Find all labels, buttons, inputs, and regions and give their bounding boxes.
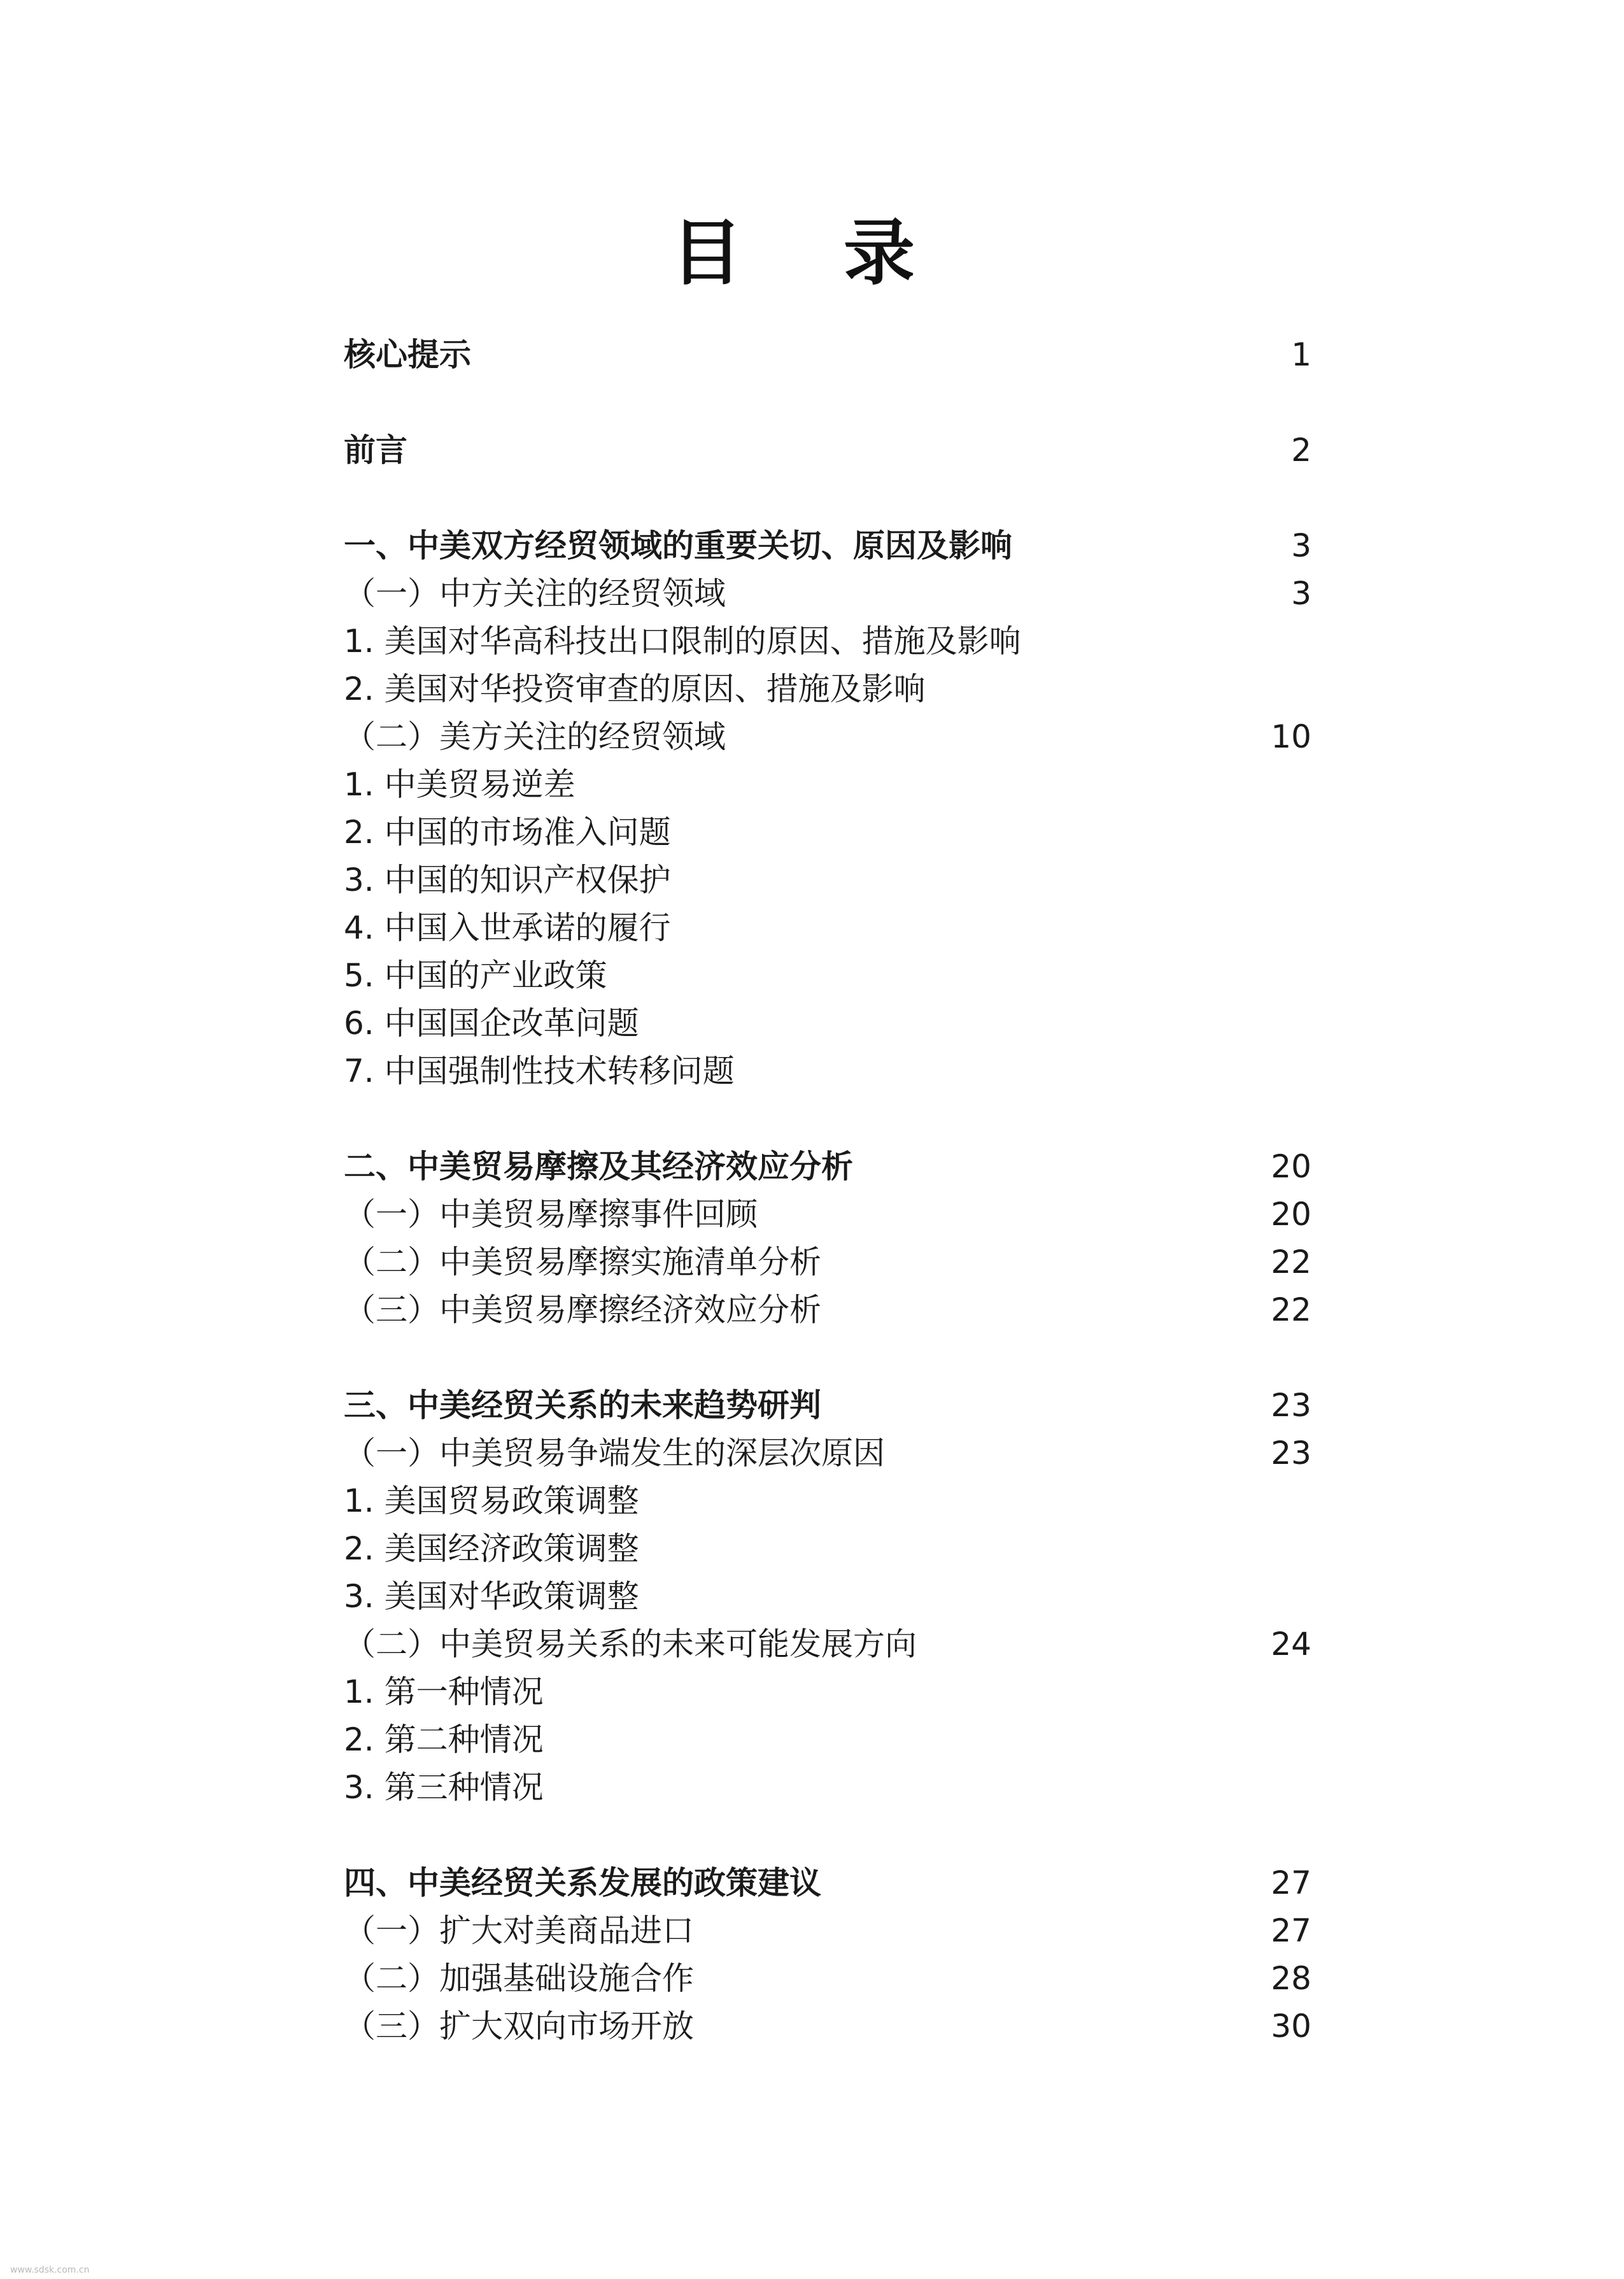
toc-entry-page: 2 <box>1291 432 1311 469</box>
toc-entry-label: （二）中美贸易摩擦实施清单分析 <box>344 1244 821 1281</box>
toc-section[interactable] <box>344 1906 1311 1955</box>
toc-entry-page: 23 <box>1271 1435 1311 1472</box>
toc-entry-page: 22 <box>1271 1244 1311 1281</box>
toc-subsection[interactable] <box>344 808 1311 856</box>
toc-entry-page: 22 <box>1271 1291 1311 1328</box>
toc-subsection[interactable] <box>344 617 1311 665</box>
toc-entry-page: 24 <box>1271 1626 1311 1663</box>
toc-entry-label: 6. 中国国企改革问题 <box>344 1005 639 1042</box>
toc-subsection[interactable] <box>344 1477 1311 1525</box>
toc-entry-label: 3. 中国的知识产权保护 <box>344 862 671 898</box>
toc-section[interactable] <box>344 2002 1311 2050</box>
toc-entry-label: 二、中美贸易摩擦及其经济效应分析 <box>344 1148 853 1185</box>
toc-subsection[interactable] <box>344 1572 1311 1621</box>
toc-section[interactable] <box>344 569 1311 618</box>
toc-entry-label: 3. 第三种情况 <box>344 1769 544 1806</box>
toc-entry-label: （二）美方关注的经贸领域 <box>344 718 726 755</box>
toc-entry-page: 3 <box>1291 527 1311 564</box>
toc-entry-page: 10 <box>1271 718 1311 755</box>
toc-entry-page: 20 <box>1271 1148 1311 1185</box>
toc-entry-page: 27 <box>1271 1864 1311 1901</box>
toc-entry-label: 2. 美国对华投资审查的原因、措施及影响 <box>344 671 926 707</box>
toc-entry-label: 5. 中国的产业政策 <box>344 957 607 994</box>
page-title: 目 录 <box>671 212 953 295</box>
toc-entry-label: 1. 美国贸易政策调整 <box>344 1482 639 1519</box>
toc-entry-page: 30 <box>1271 2008 1311 2045</box>
toc-subsection[interactable] <box>344 760 1311 809</box>
toc-entry-label: （二）中美贸易关系的未来可能发展方向 <box>344 1626 917 1663</box>
toc-entry-label: 7. 中国强制性技术转移问题 <box>344 1053 735 1090</box>
toc-entry-label: （一）中方关注的经贸领域 <box>344 575 726 612</box>
toc-subsection[interactable] <box>344 1668 1311 1716</box>
toc-subsection[interactable] <box>344 1524 1311 1573</box>
toc-entry-label: （二）加强基础设施合作 <box>344 1960 694 1997</box>
toc-entry-label: （一）中美贸易摩擦事件回顾 <box>344 1196 758 1233</box>
toc-entry-page: 3 <box>1291 575 1311 612</box>
toc-section[interactable] <box>344 1190 1311 1239</box>
toc-entry-label: （三）扩大双向市场开放 <box>344 2008 694 2045</box>
toc-entry-preface[interactable] <box>344 426 1311 474</box>
toc-section[interactable] <box>344 1238 1311 1286</box>
toc-subsection[interactable] <box>344 1715 1311 1764</box>
toc-chapter-2[interactable] <box>344 1142 1311 1191</box>
toc-chapter-1[interactable] <box>344 522 1311 570</box>
toc-subsection[interactable] <box>344 665 1311 713</box>
toc-entry-page: 27 <box>1271 1912 1311 1949</box>
toc-entry-label: （三）中美贸易摩擦经济效应分析 <box>344 1291 821 1328</box>
toc-entry-label: 核心提示 <box>344 336 471 373</box>
toc-entry-label: 前言 <box>344 432 407 469</box>
toc-entry-label: 三、中美经贸关系的未来趋势研判 <box>344 1387 821 1424</box>
toc-chapter-3[interactable] <box>344 1381 1311 1430</box>
toc-subsection[interactable] <box>344 856 1311 904</box>
toc-entry-page: 1 <box>1291 336 1311 373</box>
toc-entry-label: 4. 中国入世承诺的履行 <box>344 909 671 946</box>
toc-entry-label: 3. 美国对华政策调整 <box>344 1578 639 1615</box>
watermark: www.sdsk.com.cn <box>10 2265 90 2275</box>
toc-section[interactable] <box>344 1620 1311 1668</box>
toc-subsection[interactable] <box>344 1047 1311 1095</box>
toc-entry-page: 28 <box>1271 1960 1311 1997</box>
toc-section[interactable] <box>344 1286 1311 1334</box>
toc-entry-label: （一）扩大对美商品进口 <box>344 1912 694 1949</box>
toc-entry-label: 1. 第一种情况 <box>344 1673 544 1710</box>
toc-subsection[interactable] <box>344 1763 1311 1812</box>
toc-section[interactable] <box>344 713 1311 761</box>
toc-entry-label: 2. 中国的市场准入问题 <box>344 814 671 851</box>
toc-entry-label: （一）中美贸易争端发生的深层次原因 <box>344 1435 885 1472</box>
toc-section[interactable] <box>344 1954 1311 2003</box>
toc-subsection[interactable] <box>344 904 1311 952</box>
toc-entry-label: 1. 中美贸易逆差 <box>344 766 575 803</box>
toc-entry-label: 一、中美双方经贸领域的重要关切、原因及影响 <box>344 527 1012 564</box>
toc-entry-core-tips[interactable] <box>344 330 1311 379</box>
toc-section[interactable] <box>344 1429 1311 1477</box>
toc-entry-page: 23 <box>1271 1387 1311 1424</box>
toc-subsection[interactable] <box>344 951 1311 1000</box>
toc-entry-label: 2. 美国经济政策调整 <box>344 1530 639 1567</box>
toc-entry-label: 2. 第二种情况 <box>344 1721 544 1758</box>
toc-chapter-4[interactable] <box>344 1859 1311 1907</box>
toc-entry-label: 1. 美国对华高科技出口限制的原因、措施及影响 <box>344 623 1021 660</box>
toc-entry-label: 四、中美经贸关系发展的政策建议 <box>344 1864 821 1901</box>
toc-entry-page: 20 <box>1271 1196 1311 1233</box>
toc-subsection[interactable] <box>344 999 1311 1047</box>
